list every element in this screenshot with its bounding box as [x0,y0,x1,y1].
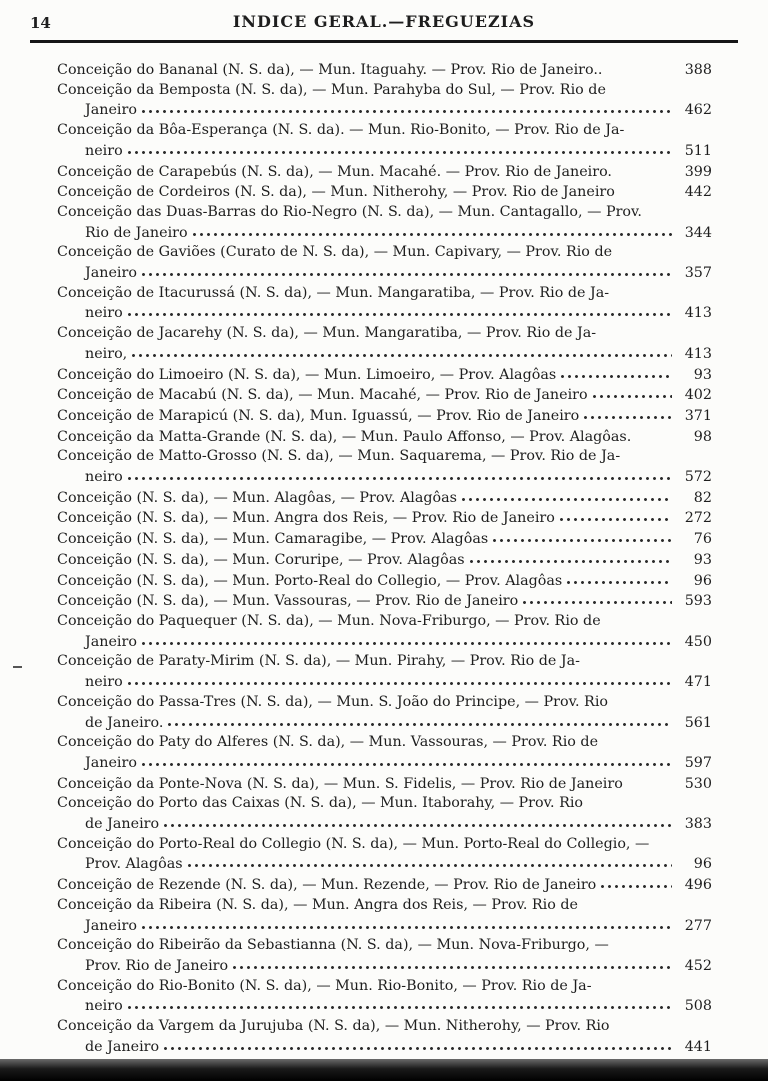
entry-text: Conceição (N. S. da), — Mun. Alagôas, — Prov. Alagôas [57,489,457,506]
index-line [57,162,712,183]
scan-artifact-dash [13,666,22,668]
dot-leader [166,713,672,727]
page-ref: 402 [684,387,712,404]
index-line [57,182,712,203]
dot-leader [130,344,672,358]
dot-leader [460,488,672,502]
entry-text: Conceição (N. S. da), — Mun. Porto-Real do Collegio, — Prov. Alagôas [57,572,563,589]
entry-text: Conceição do Bananal (N. S. da), — Mun. Itaguahy. — Prov. Rio de Janeiro.. [57,62,603,78]
page-ref: 277 [684,917,712,934]
page-ref: 82 [693,489,712,506]
dot-leader [191,223,672,237]
page-title: INDICE GERAL.—FREGUEZIAS [232,12,536,31]
dot-leader [140,753,672,767]
dot-leader [626,774,672,788]
page-ref: 399 [684,163,712,180]
entry-text: Conceição do Passa-Tres (N. S. da), — Mun. S. João do Principe, — Prov. Rio [57,693,609,710]
page-ref: 597 [684,754,712,771]
index-line [57,1037,712,1058]
dot-leader [126,141,672,155]
entry-text: Conceição da Ponte-Nova (N. S. da), — Mun. S. Fidelis, — Prov. Rio de Janeiro [57,775,623,792]
entry-text: Janeiro [85,265,137,282]
page-header [30,12,738,36]
entry-text: Conceição da Matta-Grande (N. S. da), — Mun. Paulo Affonso, — Prov. Alagôas. [57,428,632,445]
page-ref: 511 [684,142,712,159]
page-ref: 388 [684,62,712,78]
page-ref: 561 [684,714,712,731]
entry-text: Conceição da Ribeira (N. S. da), — Mun. Angra dos Reis, — Prov. Rio de [57,896,579,913]
index-line [57,406,712,427]
page-ref: 496 [684,877,712,894]
page-ref: 413 [684,305,712,322]
dot-leader [162,814,672,828]
index-line [57,550,712,571]
page-ref: 442 [684,184,712,201]
entry-text: Conceição do Rio-Bonito (N. S. da), — Mun. Rio-Bonito, — Prov. Rio de Ja- [57,977,592,994]
page-ref: 462 [684,102,712,119]
entry-text: Conceição (N. S. da), — Mun. Coruripe, — Prov. Alagôas [57,551,465,568]
index-line [57,263,712,284]
page-ref: 96 [693,572,712,589]
entry-text: Conceição do Paty do Alferes (N. S. da), — Mun. Vassouras, — Prov. Rio de [57,734,599,751]
entry-text: Conceição do Ribeirão da Sebastianna (N. S. da), — Mun. Nova-Friburgo, — [57,937,609,954]
entry-text: Conceição da Bôa-Esperança (N. S. da). — Mun. Rio-Bonito, — Prov. Rio de Ja- [57,122,625,139]
index-line [57,365,712,386]
entry-text: Conceição (N. S. da), — Mun. Angra dos Reis, — Prov. Rio de Janeiro [57,510,555,527]
index-line [57,652,712,672]
dot-leader [140,263,672,277]
index-line [57,427,712,448]
entry-text: Prov. Rio de Janeiro [85,957,229,974]
index-line [57,753,712,774]
dot-leader [162,1037,672,1051]
index-line [57,591,712,612]
index-list [30,60,738,1057]
index-line [57,243,712,263]
index-line [57,875,712,896]
index-line [57,141,712,162]
dot-leader [126,672,672,686]
page-ref: 357 [684,265,712,282]
index-line [57,1017,712,1037]
index-line [57,672,712,693]
dot-leader [558,508,672,522]
entry-text: Conceição de Cordeiros (N. S. da), — Mun. Nitherohy, — Prov. Rio de Janeiro [57,184,615,201]
page-ref: 98 [693,428,712,445]
entry-text: neiro [85,305,123,322]
entry-text: Conceição de Carapebús (N. S. da), — Mun. Macahé. — Prov. Rio de Janeiro. [57,163,612,180]
header-rule [30,40,738,43]
index-line [57,916,712,937]
index-line [57,60,712,81]
entry-text: Conceição da Vargem da Jurujuba (N. S. da), — Mun. Nitherohy, — Prov. Rio [57,1018,610,1035]
index-line [57,896,712,916]
entry-text: Janeiro [85,754,137,771]
entry-text: Conceição de Itacurussá (N. S. da), — Mun. Mangaratiba, — Prov. Rio de Ja- [57,284,610,301]
index-line [57,571,712,592]
page-ref: 76 [693,531,712,548]
dot-leader [559,365,672,379]
dot-leader [126,996,672,1010]
scan-edge-bar [0,1059,768,1081]
dot-leader [231,956,672,970]
dot-leader [565,571,672,585]
entry-text: Conceição de Jacarehy (N. S. da), — Mun. Mangaratiba, — Prov. Rio de Ja- [57,325,597,342]
dot-leader [126,467,672,481]
dot-leader [140,632,672,646]
page-ref: 530 [684,775,712,792]
page-ref: 383 [684,816,712,833]
index-line [57,977,712,997]
index-line [57,324,712,344]
page-ref: 413 [684,345,712,362]
index-line [57,223,712,244]
entry-text: Conceição de Matto-Grosso (N. S. da), — Mun. Saquarema, — Prov. Rio de Ja- [57,448,621,465]
entry-text: neiro [85,674,123,691]
entry-text: Conceição do Paquequer (N. S. da), — Mun. Nova-Friburgo, — Prov. Rio de [57,612,601,629]
entry-text: Conceição das Duas-Barras do Rio-Negro (N. S. da), — Mun. Cantagallo, — Prov. [57,203,642,220]
index-line [57,713,712,734]
index-line [57,467,712,488]
page-ref: 272 [684,510,712,527]
page-ref: 93 [693,551,712,568]
entry-text: neiro [85,142,123,159]
entry-text: Janeiro [85,102,137,119]
entry-text: Janeiro [85,633,137,650]
entry-text: Conceição de Rezende (N. S. da), — Mun. Rezende, — Prov. Rio de Janeiro [57,877,597,894]
index-line [57,488,712,509]
index-line [57,508,712,529]
page-ref: 441 [684,1038,712,1055]
index-line [57,854,712,875]
dot-leader [591,385,672,399]
dot-leader [582,406,672,420]
entry-text: Conceição de Paraty-Mirim (N. S. da), — Mun. Pirahy, — Prov. Rio de Ja- [57,653,580,670]
dot-leader [605,60,672,74]
index-line [57,385,712,406]
index-line [57,612,712,632]
index-line [57,956,712,977]
dot-leader [468,550,672,564]
dot-leader [615,162,672,176]
entry-text: Conceição (N. S. da), — Mun. Vassouras, — Prov. Rio de Janeiro [57,593,519,610]
index-line [57,203,712,223]
page-ref: 572 [684,469,712,486]
entry-text: Conceição do Porto-Real do Collegio (N. S. da), — Mun. Porto-Real do Collegio, — [57,835,650,852]
page-ref: 593 [684,593,712,610]
index-line [57,81,712,101]
index-line [57,121,712,141]
page-ref: 452 [684,957,712,974]
entry-text: Conceição (N. S. da), — Mun. Camaragibe, — Prov. Alagôas [57,531,489,548]
page-ref: 508 [684,998,712,1015]
dot-leader [491,529,672,543]
index-line [57,100,712,121]
page-ref: 96 [693,856,712,873]
entry-text: Conceição do Porto das Caixas (N. S. da), — Mun. Itaborahy, — Prov. Rio [57,795,584,812]
dot-leader [618,182,672,196]
index-line [57,344,712,365]
page-ref: 344 [684,224,712,241]
dot-leader [140,916,672,930]
index-line [57,936,712,956]
page-ref: 450 [684,633,712,650]
index-line [57,996,712,1017]
entry-text: de Janeiro [85,816,160,833]
index-line [57,835,712,855]
entry-text: Janeiro [85,917,137,934]
index-line [57,632,712,653]
index-line [57,814,712,835]
entry-text: neiro [85,469,123,486]
page-ref: 93 [693,366,712,383]
entry-text: Conceição da Bemposta (N. S. da), — Mun. Parahyba do Sul, — Prov. Rio de [57,81,606,98]
dot-leader [140,100,672,114]
page-ref: 471 [684,674,712,691]
dot-leader [186,854,672,868]
index-line [57,284,712,304]
entry-text: Conceição de Macabú (N. S. da), — Mun. Macahé, — Prov. Rio de Janeiro [57,387,588,404]
dot-leader [599,875,672,889]
entry-text: Rio de Janeiro [85,224,188,241]
entry-text: neiro [85,998,123,1015]
index-line [57,774,712,795]
entry-text: de Janeiro. [85,714,164,731]
entry-text: Prov. Alagôas [85,856,183,873]
index-line [57,303,712,324]
index-line [57,529,712,550]
entry-text: Conceição de Gaviões (Curato de N. S. da), — Mun. Capivary, — Prov. Rio de [57,244,613,261]
index-line [57,733,712,753]
entry-text: Conceição do Limoeiro (N. S. da), — Mun. Limoeiro, — Prov. Alagôas [57,366,557,383]
dot-leader [126,303,672,317]
entry-text: de Janeiro [85,1038,160,1055]
folio-number: 14 [30,14,51,32]
index-line [57,794,712,814]
dot-leader [634,427,672,441]
entry-text: Conceição de Marapicú (N. S. da), Mun. Iguassú, — Prov. Rio de Janeiro [57,407,580,424]
page-ref: 371 [684,407,712,424]
entry-text: neiro, [85,345,128,362]
dot-leader [521,591,672,605]
index-line [57,693,712,713]
index-line [57,447,712,467]
